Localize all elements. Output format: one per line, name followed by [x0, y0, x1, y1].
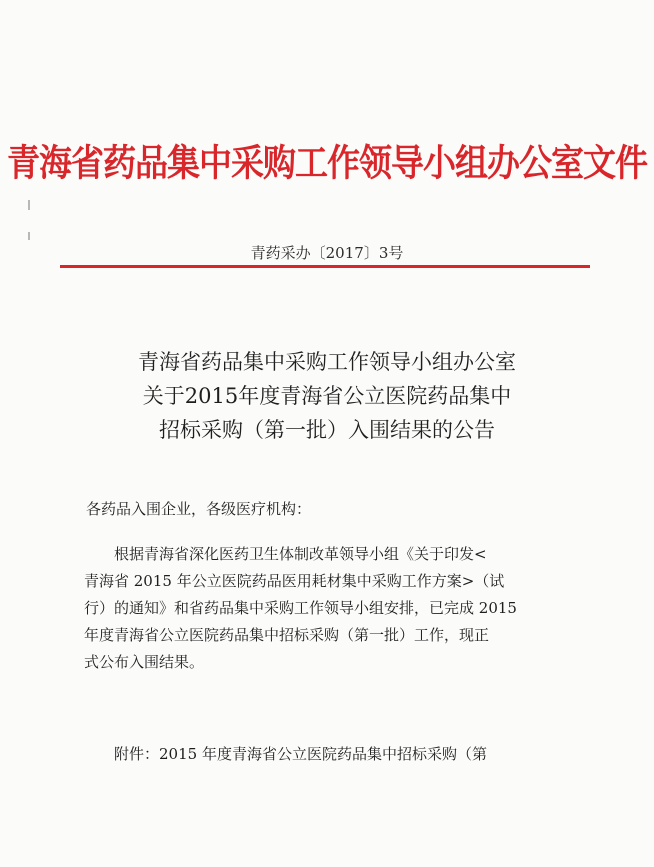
paragraph-line-2: 青海省 2015 年公立医院药品医用耗材集中采购工作方案>（试 — [84, 572, 505, 590]
notice-title — [0, 345, 654, 447]
attachment-line: 附件：2015 年度青海省公立医院药品集中招标采购（第 — [114, 745, 487, 763]
document-number: 青药采办〔2017〕3号 — [250, 244, 404, 262]
notice-title-line-2: 关于2015年度青海省公立医院药品集中 — [142, 384, 512, 408]
notice-title-line-3: 招标采购（第一批）入围结果的公告 — [159, 418, 495, 442]
document-header-title: 青海省药品集中采购工作领导小组办公室文件 — [7, 140, 647, 185]
paragraph-line-1: 根据青海省深化医药卫生体制改革领导小组《关于印发< — [114, 545, 487, 563]
binding-mark — [28, 200, 30, 210]
red-divider-line — [60, 265, 590, 268]
paragraph-line-4: 年度青海省公立医院药品集中招标采购（第一批）工作，现正 — [84, 626, 490, 644]
paragraph-line-3: 行）的通知》和省药品集中采购工作领导小组安排，已完成 2015 — [84, 599, 517, 617]
salutation: 各药品入围企业，各级医疗机构： — [86, 500, 312, 518]
paragraph-line-5: 式公布入围结果。 — [84, 653, 205, 671]
notice-title-line-1: 青海省药品集中采购工作领导小组办公室 — [138, 350, 516, 374]
binding-mark — [28, 232, 30, 240]
body-paragraph — [84, 541, 584, 676]
